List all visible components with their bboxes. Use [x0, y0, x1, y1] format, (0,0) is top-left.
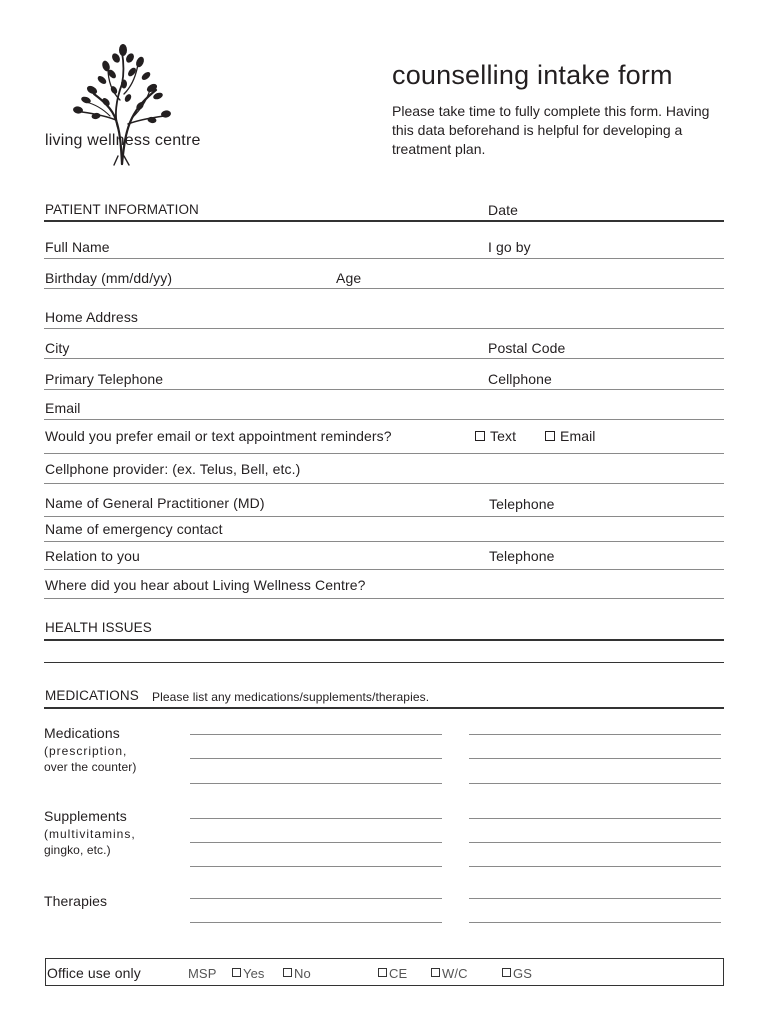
ce-checkbox[interactable]	[378, 968, 387, 977]
cellphone-provider-field[interactable]	[330, 458, 724, 480]
health-issues-field[interactable]	[44, 642, 724, 662]
section-patient-information: PATIENT INFORMATION	[45, 202, 199, 217]
therapy-line[interactable]	[469, 922, 721, 923]
postal-code-label: Postal Code	[488, 340, 566, 356]
email-option-label: Email	[560, 428, 596, 444]
msp-no-checkbox[interactable]	[283, 968, 292, 977]
birthday-label: Birthday (mm/dd/yy)	[45, 270, 173, 286]
field-line	[44, 419, 724, 420]
city-label: City	[45, 340, 70, 356]
field-line	[44, 662, 724, 663]
page-title: counselling intake form	[392, 60, 673, 90]
referral-source-label: Where did you hear about Living Wellness Centre?	[45, 577, 366, 593]
field-line	[44, 389, 724, 390]
field-line	[44, 258, 724, 259]
relation-label: Relation to you	[45, 548, 140, 564]
msp-yes-checkbox[interactable]	[232, 968, 241, 977]
go-by-field[interactable]	[540, 236, 724, 258]
field-line	[44, 598, 724, 599]
postal-code-field[interactable]	[580, 337, 724, 359]
cellphone-provider-label: Cellphone provider: (ex. Telus, Bell, etc.)	[45, 461, 301, 477]
field-line	[44, 483, 724, 484]
wc-label: W/C	[442, 966, 468, 981]
age-label: Age	[336, 270, 362, 286]
go-by-label: I go by	[488, 239, 531, 255]
gp-name-field[interactable]	[300, 492, 480, 514]
email-field[interactable]	[85, 397, 724, 419]
supplement-line[interactable]	[469, 842, 721, 843]
msp-label: MSP	[188, 966, 217, 981]
medication-line[interactable]	[190, 758, 442, 759]
supplement-line[interactable]	[469, 818, 721, 819]
medications-instruction: Please list any medications/supplements/therapies.	[152, 690, 430, 704]
supplements-hint-1: (multivitamins,	[44, 827, 136, 841]
gs-label: GS	[513, 966, 532, 981]
city-field[interactable]	[80, 337, 480, 359]
home-address-field[interactable]	[150, 306, 724, 328]
section-divider	[44, 707, 724, 709]
birthday-field[interactable]	[205, 267, 333, 289]
section-divider	[44, 220, 724, 222]
text-option-label: Text	[490, 428, 517, 444]
relation-telephone-field[interactable]	[566, 545, 724, 567]
field-line	[44, 453, 724, 454]
supplement-line[interactable]	[190, 842, 442, 843]
reminder-question: Would you prefer email or text appointment reminders?	[45, 428, 392, 444]
field-line	[44, 328, 724, 329]
primary-telephone-field[interactable]	[180, 368, 480, 390]
full-name-label: Full Name	[45, 239, 110, 255]
section-medications: MEDICATIONS	[45, 688, 139, 703]
therapy-line[interactable]	[190, 922, 442, 923]
gp-telephone-field[interactable]	[566, 492, 724, 514]
supplement-line[interactable]	[190, 866, 442, 867]
msp-yes-label: Yes	[243, 966, 265, 981]
supplements-label: Supplements	[44, 808, 127, 824]
field-line	[44, 358, 724, 359]
full-name-field[interactable]	[115, 236, 483, 258]
therapy-line[interactable]	[190, 898, 442, 899]
msp-no-label: No	[294, 966, 311, 981]
supplement-line[interactable]	[190, 818, 442, 819]
date-label: Date	[488, 202, 518, 218]
email-label: Email	[45, 400, 81, 416]
email-reminder-checkbox[interactable]	[545, 431, 555, 441]
age-field[interactable]	[368, 267, 724, 289]
supplements-hint-2: gingko, etc.)	[44, 843, 111, 857]
wc-checkbox[interactable]	[431, 968, 440, 977]
therapies-label: Therapies	[44, 893, 108, 909]
emergency-contact-label: Name of emergency contact	[45, 521, 223, 537]
office-use-label: Office use only	[47, 965, 141, 981]
cellphone-label: Cellphone	[488, 371, 552, 387]
medications-label: Medications	[44, 725, 120, 741]
field-line	[44, 569, 724, 570]
section-health-issues: HEALTH ISSUES	[45, 620, 152, 635]
medication-line[interactable]	[469, 783, 721, 784]
therapy-line[interactable]	[469, 898, 721, 899]
referral-source-field[interactable]	[405, 574, 724, 596]
cellphone-field[interactable]	[562, 368, 724, 390]
date-field[interactable]	[530, 198, 724, 220]
field-line	[44, 541, 724, 542]
emergency-contact-field[interactable]	[255, 518, 724, 540]
ce-label: CE	[389, 966, 408, 981]
medication-line[interactable]	[469, 758, 721, 759]
brand-name: living wellness centre	[45, 132, 201, 149]
medication-line[interactable]	[469, 734, 721, 735]
primary-telephone-label: Primary Telephone	[45, 371, 164, 387]
relation-telephone-label: Telephone	[489, 548, 555, 564]
medication-line[interactable]	[190, 783, 442, 784]
home-address-label: Home Address	[45, 309, 139, 325]
gp-name-label: Name of General Practitioner (MD)	[45, 495, 265, 511]
intro-text: Please take time to fully complete this form. Having this data beforehand is helpful for developing a treatment plan.	[392, 103, 710, 157]
text-reminder-checkbox[interactable]	[475, 431, 485, 441]
section-divider	[44, 639, 724, 641]
medication-line[interactable]	[190, 734, 442, 735]
gs-checkbox[interactable]	[502, 968, 511, 977]
field-line	[44, 288, 724, 289]
medications-hint-2: over the counter)	[44, 760, 137, 774]
gp-telephone-label: Telephone	[489, 496, 555, 512]
field-line	[44, 516, 724, 517]
medications-hint-1: (prescription,	[44, 744, 128, 758]
supplement-line[interactable]	[469, 866, 721, 867]
relation-field[interactable]	[160, 545, 480, 567]
